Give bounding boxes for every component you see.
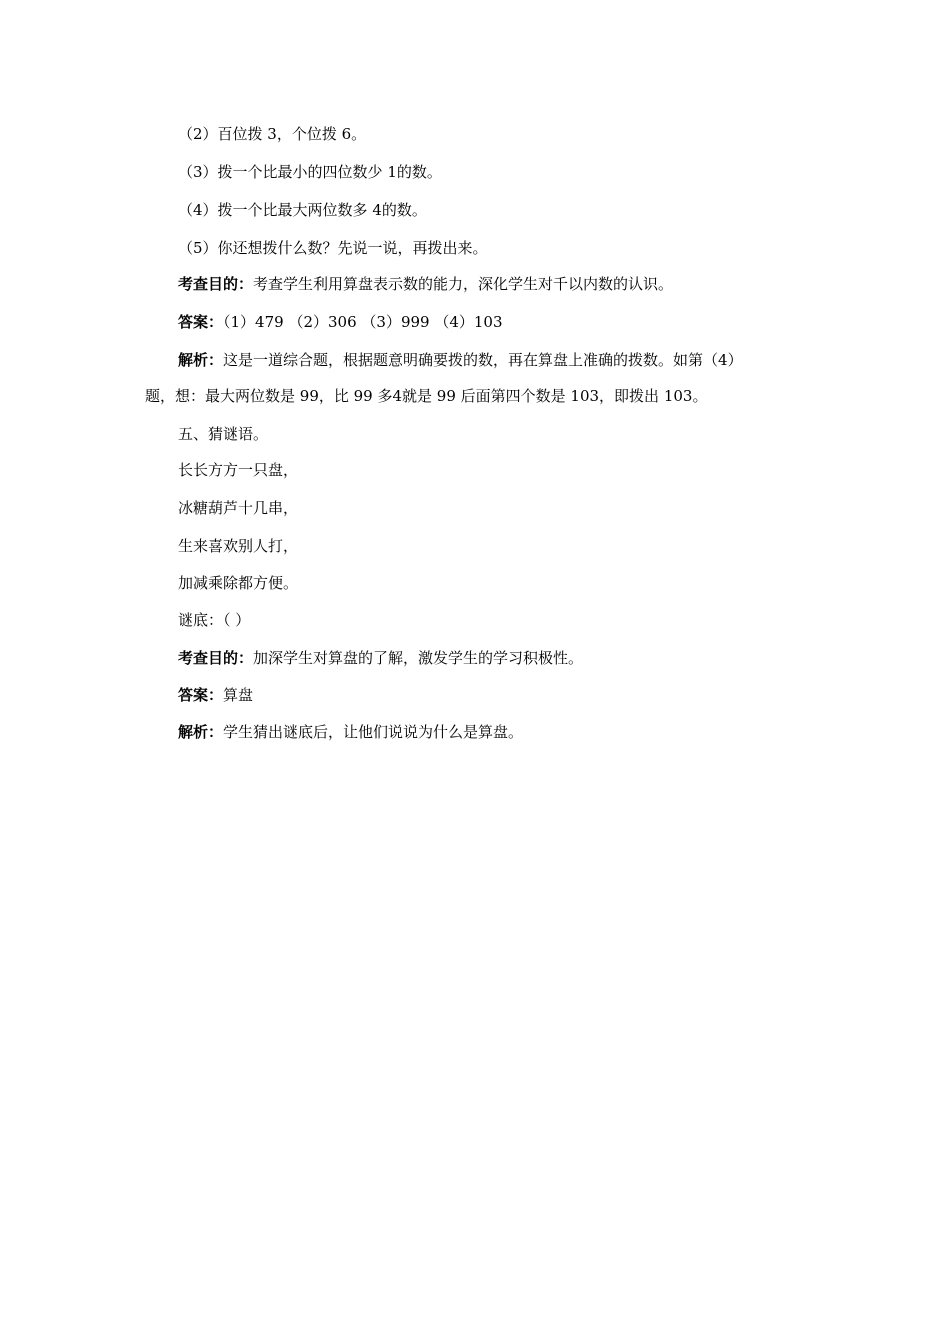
problem4-purpose: [178, 274, 673, 294]
answer-text: （1）479 （2）306 （3）999 （4）103: [223, 313, 503, 331]
purpose-text: 加深学生对算盘的了解，激发学生的学习积极性。: [253, 649, 584, 667]
answer-text: 算盘: [223, 686, 254, 704]
problem5-analysis: [178, 722, 523, 742]
analysis-text: 学生猜出谜底后，让他们说说为什么是算盘。: [223, 723, 524, 741]
analysis-text-line1: 这是一道综合题，根据题意明确要拨的数，再在算盘上准确的拨数。如第（4）: [223, 351, 743, 369]
answer-label: 答案：: [178, 313, 224, 331]
problem4-answer: [178, 312, 503, 332]
riddle-line-3: 生来喜欢别人打，: [178, 537, 299, 555]
purpose-label: 考查目的：: [178, 649, 254, 667]
problem4-item-3: （3）拨一个比最小的四位数少 1的数。: [178, 163, 442, 181]
analysis-label: 解析：: [178, 723, 224, 741]
problem4-item-4: （4）拨一个比最大两位数多 4的数。: [178, 201, 427, 219]
problem5-answer: [178, 685, 253, 705]
problem4-analysis-continuation: 题，想：最大两位数是 99，比 99 多4就是 99 后面第四个数是 103，即拨出 103。: [145, 387, 708, 405]
problem4-analysis: [178, 350, 743, 370]
answer-label: 答案：: [178, 686, 224, 704]
riddle-line-1: 长长方方一只盘，: [178, 461, 299, 479]
purpose-text: 考查学生利用算盘表示数的能力，深化学生对千以内数的认识。: [253, 275, 674, 293]
purpose-label: 考查目的：: [178, 275, 254, 293]
problem4-item-2: （2）百位拨 3，个位拨 6。: [178, 125, 367, 143]
problem5-purpose: [178, 648, 583, 668]
riddle-line-2: 冰糖葫芦十几串，: [178, 499, 299, 517]
riddle-line-4: 加减乘除都方便。: [178, 574, 299, 592]
problem5-heading: 五、猜谜语。: [178, 425, 269, 443]
riddle-answer-blank: 谜底：（ ）: [178, 611, 251, 629]
problem4-item-5: （5）你还想拨什么数？先说一说，再拨出来。: [178, 239, 488, 257]
analysis-label: 解析：: [178, 351, 224, 369]
